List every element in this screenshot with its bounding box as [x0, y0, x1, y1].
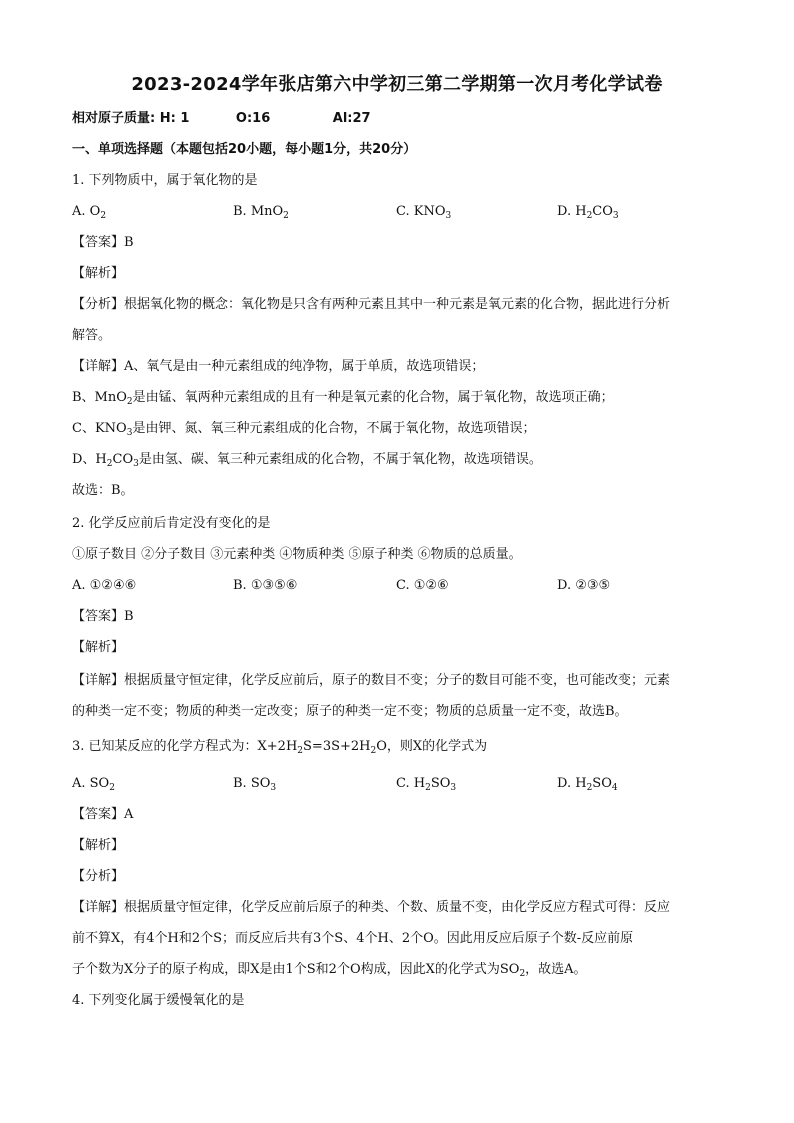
q1-option-d: D. $H_2CO_3$: [557, 204, 619, 221]
q1-detail-b: B、MnO$_2$是由锰、氧两种元素组成的且有一种是氧元素的化合物，属于氧化物，故选项正确；: [72, 390, 614, 407]
atomic-mass-h: 相对原子质量: H: 1: [72, 111, 190, 126]
page-title: 2023-2024学年张店第六中学初三第二学期第一次月考化学试卷: [131, 74, 663, 95]
q3-detail-line3: 子个数为X分子的原子构成，即X是由1个S和2个O构成，因此X的化学式为$SO_2$，故选A。: [72, 962, 587, 979]
atomic-mass-row: [72, 110, 732, 128]
q3-option-c: C. $H_2SO_3$: [396, 776, 457, 793]
q3-detail-line1: 【详解】根据质量守恒定律，化学反应前后原子的种类、个数、质量不变，由化学反应方程式可得：反应: [72, 900, 671, 915]
q3-answer: 【答案】A: [72, 807, 134, 822]
q1-answer: 【答案】B: [72, 235, 134, 250]
q1-analysis-line2: 解答。: [72, 328, 112, 343]
q3-stem: 3. 已知某反应的化学方程式为：$X+2H_2S=3S+2H_2O$，则X的化学式为: [72, 739, 488, 756]
q3-detail-line2: 前不算X，有4个H和2个S；而反应后共有3个S、4个H、2个O。因此用反应后原子个数-反应前原: [72, 931, 634, 946]
q2-option-a: A. ①②④⑥: [72, 578, 137, 593]
q3-option-a: A. $SO_2$: [72, 776, 115, 793]
q3-analysis: 【分析】: [72, 869, 125, 884]
q1-detail-d: D、$H_2CO_3$是由氢、碳、氧三种元素组成的化合物，不属于氧化物，故选项错误。: [72, 452, 542, 469]
q1-option-b: B. MnO$_2$: [233, 204, 289, 221]
q2-jiexi: 【解析】: [72, 640, 125, 655]
q1-option-c: C. $KNO_3$: [396, 204, 452, 221]
q2-stem: 2. 化学反应前后肯定没有变化的是: [72, 516, 271, 531]
q1-option-a: A. $O_2$: [72, 204, 107, 221]
q2-option-d: D. ②③⑤: [557, 578, 611, 593]
q3-option-d: D. $H_2SO_4$: [557, 776, 618, 793]
q2-answer: 【答案】B: [72, 609, 134, 624]
q2-detail-line2: 的种类一定不变；物质的种类一定改变；原子的种类一定不变；物质的总质量一定不变，故选B。: [72, 704, 628, 719]
section-heading: 一、单项选择题（本题包括20小题，每小题1分，共20分）: [72, 142, 417, 157]
atomic-mass-o: O:16: [235, 111, 271, 126]
q1-conclusion: 故选：B。: [72, 483, 134, 498]
q1-jiexi: 【解析】: [72, 266, 125, 281]
q3-option-b: B. $SO_3$: [233, 776, 277, 793]
atomic-mass-al: Al:27: [332, 111, 371, 126]
q2-option-b: B. ①③⑤⑥: [233, 578, 298, 593]
q1-stem: 1. 下列物质中，属于氧化物的是: [72, 173, 258, 188]
q3-jiexi: 【解析】: [72, 838, 125, 853]
q1-analysis-line1: 【分析】根据氧化物的概念：氧化物是只含有两种元素且其中一种元素是氧元素的化合物，据此进行分析: [72, 297, 671, 312]
q1-detail-a: 【详解】A、氧气是由一种元素组成的纯净物，属于单质，故选项错误；: [72, 359, 485, 374]
q2-detail-line1: 【详解】根据质量守恒定律，化学反应前后，原子的数目不变；分子的数目可能不变，也可能改变；元素: [72, 673, 671, 688]
q2-option-c: C. ①②⑥: [396, 578, 449, 593]
q2-items: ①原子数目 ②分子数目 ③元素种类 ④物质种类 ⑤原子种类 ⑥物质的总质量。: [72, 547, 522, 562]
q1-detail-c: C、$KNO_3$是由钾、氮、氧三种元素组成的化合物，不属于氧化物，故选项错误；: [72, 421, 536, 438]
q4-stem: 4. 下列变化属于缓慢氧化的是: [72, 993, 245, 1008]
